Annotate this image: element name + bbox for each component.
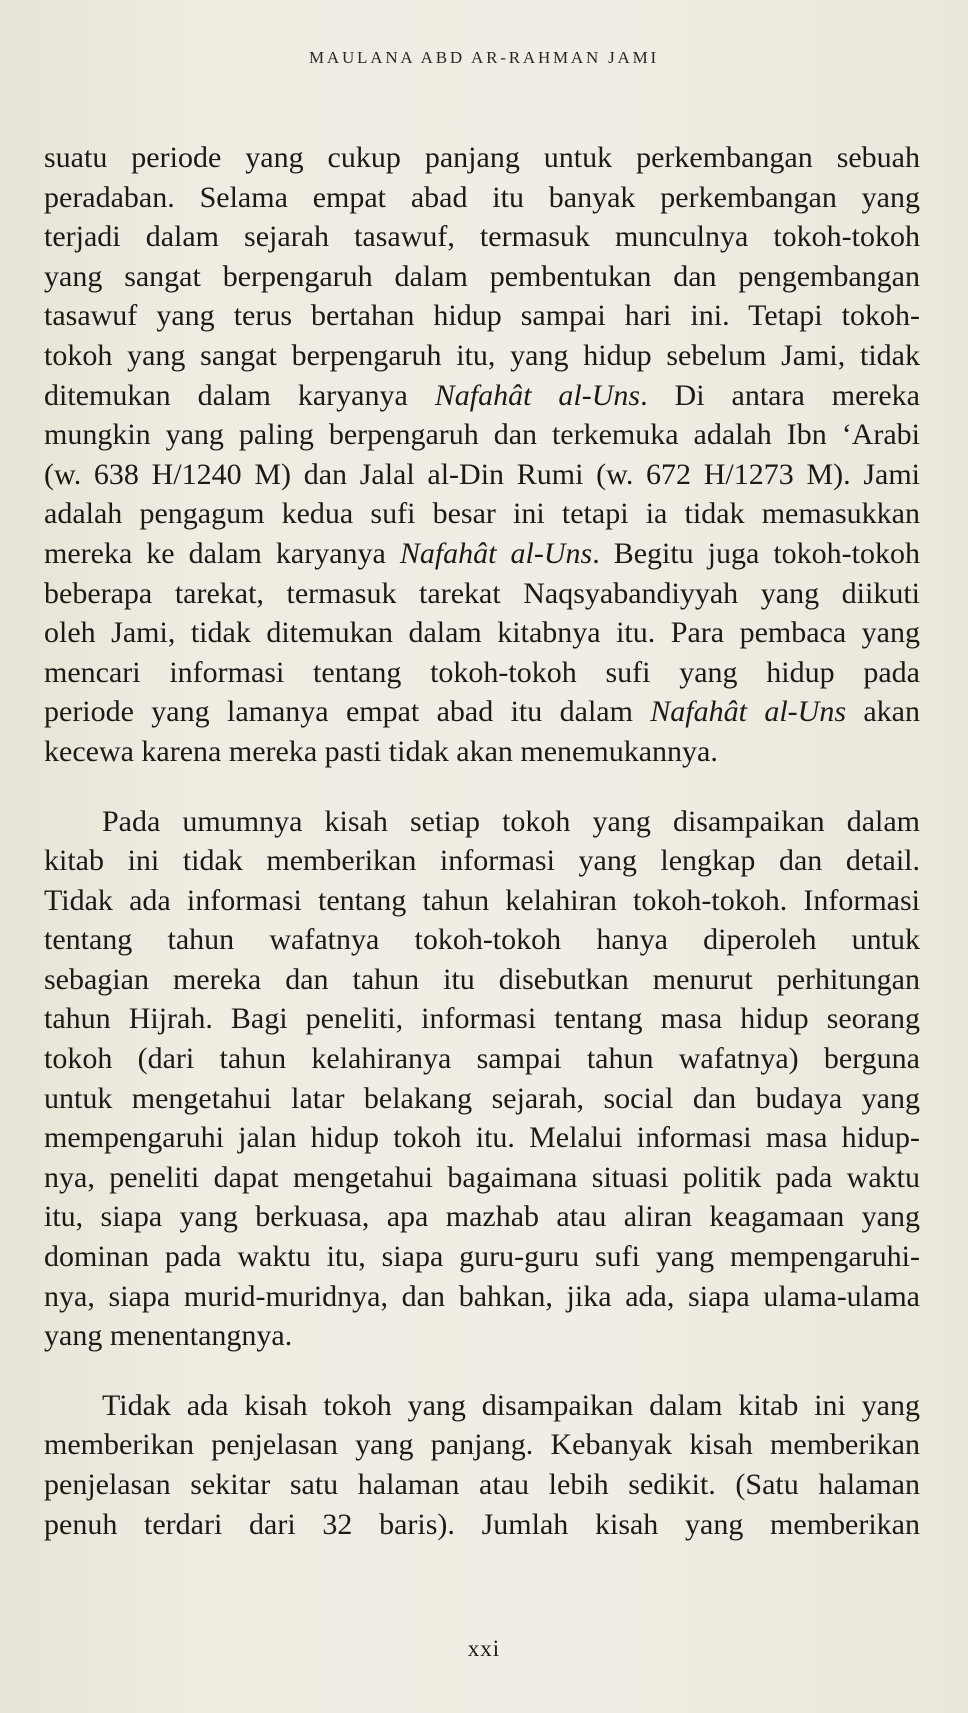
page-number: xxi (467, 1636, 501, 1661)
text-line: yang menentangnya. (44, 1319, 293, 1353)
text-line: nya, peneliti dapat mengetahui bagaimana situasi politik pada waktu (44, 1160, 920, 1194)
text-line: sebagian mereka dan tahun itu disebutkan menurut perhitungan (44, 962, 920, 996)
text-line: Tidak ada kisah tokoh yang disampaikan dalam kitab ini yang (102, 1388, 920, 1422)
text-line: penuh terdari dari 32 baris). Jumlah kisah yang memberikan (44, 1507, 920, 1541)
text-line: suatu periode yang cukup panjang untuk perkembangan sebuah (44, 141, 920, 174)
text-line: oleh Jami, tidak ditemukan dalam kitabnya itu. Para pembaca yang (44, 616, 920, 650)
book-title: Nafahât al-Uns (434, 378, 641, 412)
text-line: tokoh (dari tahun kelahiranya sampai tahun wafatnya) berguna (44, 1042, 920, 1076)
text-line: tasawuf yang terus bertahan hidup sampai hari ini. Tetapi tokoh- (44, 299, 920, 333)
text-line: (w. 638 H/1240 M) dan Jalal al-Din Rumi (w. 672 H/1273 M). Jami (44, 457, 920, 491)
text-line: kecewa karena mereka pasti tidak akan menemukannya. (44, 734, 718, 768)
text-line: untuk mengetahui latar belakang sejarah, social dan budaya yang (44, 1081, 920, 1115)
running-head: MAULANA ABD AR-RAHMAN JAMI (308, 48, 660, 67)
text-line: ditemukan dalam karyanya Nafahât al-Uns. Di antara mereka (44, 378, 921, 412)
text-line: adalah pengagum kedua sufi besar ini tetapi ia tidak memasukkan (44, 497, 920, 531)
book-title: Nafahât al-Uns (399, 536, 593, 570)
text-line: terjadi dalam sejarah tasawuf, termasuk munculnya tokoh-tokoh (44, 220, 920, 254)
text-line: tentang tahun wafatnya tokoh-tokoh hanya diperoleh untuk (44, 923, 920, 957)
text-line: itu, siapa yang berkuasa, apa mazhab atau aliran keagamaan yang (44, 1200, 920, 1234)
text-line: mereka ke dalam karyanya Nafahât al-Uns. Begitu juga tokoh-tokoh (44, 536, 920, 570)
text-line: tokoh yang sangat berpengaruh itu, yang hidup sebelum Jami, tidak (44, 338, 920, 372)
text-line: mempengaruhi jalan hidup tokoh itu. Melalui informasi masa hidup- (44, 1121, 920, 1155)
text-line: kitab ini tidak memberikan informasi yang lengkap dan detail. (44, 844, 920, 878)
text-line: Tidak ada informasi tentang tahun kelahiran tokoh-tokoh. Informasi (44, 883, 920, 917)
text-line: penjelasan sekitar satu halaman atau lebih sedikit. (Satu halaman (44, 1468, 920, 1501)
text-line: yang sangat berpengaruh dalam pembentukan dan pengembangan (44, 259, 920, 293)
text-line: beberapa tarekat, termasuk tarekat Naqsyabandiyyah yang diikuti (44, 576, 920, 610)
body-text (44, 138, 920, 1544)
text-line: dominan pada waktu itu, siapa guru-guru sufi yang mempengaruhi- (44, 1240, 920, 1274)
text-line: Pada umumnya kisah setiap tokoh yang disampaikan dalam (102, 804, 920, 838)
paragraph-2 (44, 802, 920, 1356)
text-line: mencari informasi tentang tokoh-tokoh sufi yang hidup pada (44, 655, 920, 689)
text-line: mungkin yang paling berpengaruh dan terkemuka adalah Ibn ‘Arabi (44, 418, 920, 452)
text-line: tahun Hijrah. Bagi peneliti, informasi tentang masa hidup seorang (44, 1002, 920, 1036)
paragraph-1 (44, 138, 920, 772)
text-line: peradaban. Selama empat abad itu banyak perkembangan yang (44, 180, 920, 214)
book-title: Nafahât al-Uns (650, 695, 846, 729)
text-line: nya, siapa murid-muridnya, dan bahkan, jika ada, siapa ulama-ulama (44, 1279, 920, 1313)
text-line: periode yang lamanya empat abad itu dalam Nafahât al-Uns akan (44, 695, 920, 729)
text-line: memberikan penjelasan yang panjang. Kebanyak kisah memberikan (44, 1428, 920, 1462)
paragraph-3 (44, 1386, 920, 1544)
